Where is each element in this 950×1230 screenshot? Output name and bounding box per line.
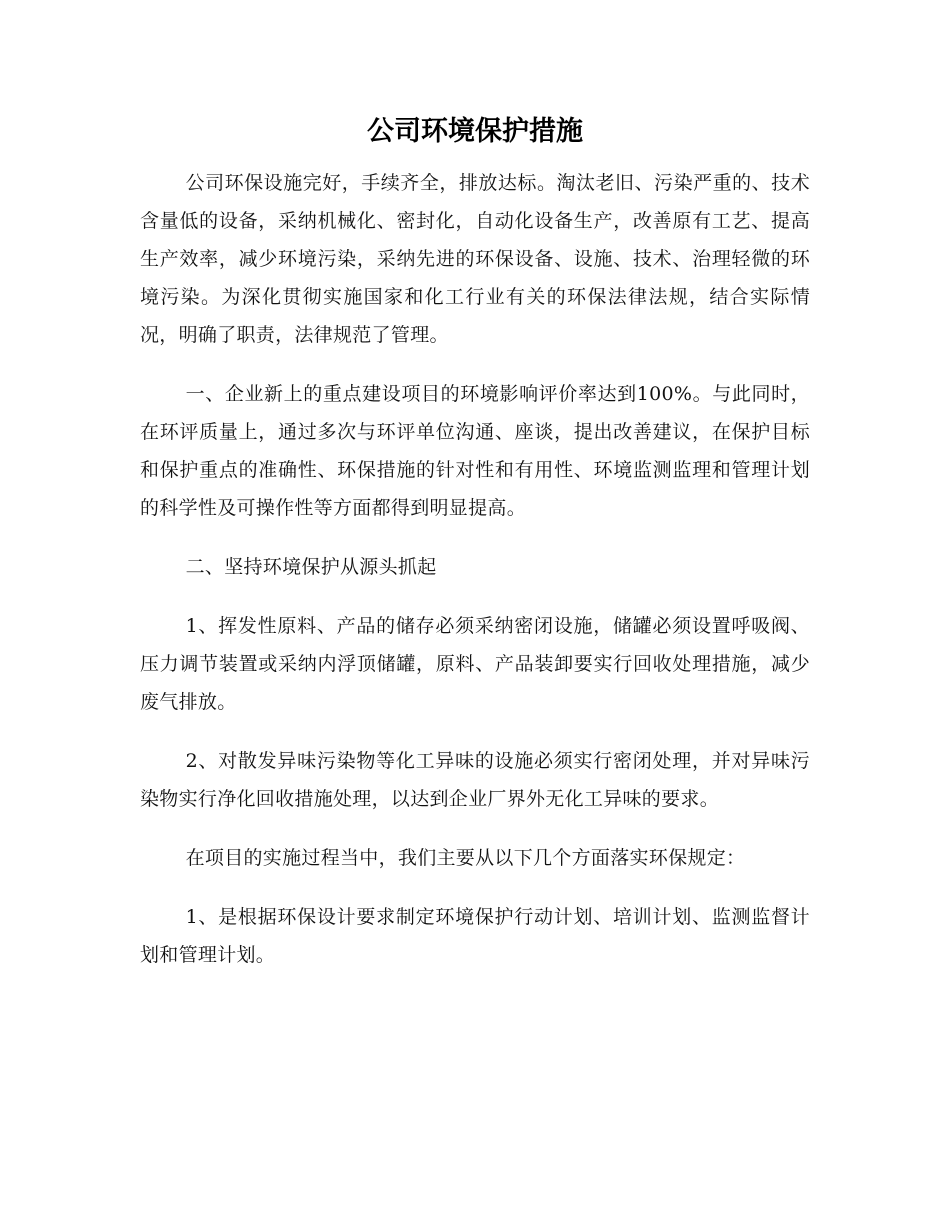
- paragraph-section-2-heading: 二、坚持环境保护从源头抓起: [185, 556, 437, 578]
- document-body: [140, 164, 810, 995]
- paragraph-intro: 公司环保设施完好，手续齐全，排放达标。淘汰老旧、污染严重的、技术含量低的设备，采纳机械化、密封化，自动化设备生产，改善原有工艺、提高生产效率，减少环境污染，采纳先进的环保设备、设施、技术、治理轻微的环境污染。为深化贯彻实施国家和化工行业有关的环保法律法规，结合实际情况，明确了职责，法律规范了管理。: [140, 172, 810, 346]
- paragraph-implementation-item-1: 1、是根据环保设计要求制定环境保护行动计划、培训计划、监测监督计划和管理计划。: [140, 906, 810, 966]
- paragraph-item-2: 2、对散发异味污染物等化工异味的设施必须实行密闭处理，并对异味污染物实行净化回收措施处理，以达到企业厂界外无化工异味的要求。: [140, 750, 810, 810]
- paragraph-section-1: 一、企业新上的重点建设项目的环境影响评价率达到100%。与此同时，在环评质量上，通过多次与环评单位沟通、座谈，提出改善建议，在保护目标和保护重点的准确性、环保措施的针对性和有用性、环境监测监理和管理计划的科学性及可操作性等方面都得到明显提高。: [140, 383, 810, 519]
- document-title: 公司环境保护措施: [367, 116, 583, 147]
- paragraph-implementation: 在项目的实施过程当中，我们主要从以下几个方面落实环保规定：: [185, 847, 746, 869]
- paragraph-item-1: 1、挥发性原料、产品的储存必须采纳密闭设施，储罐必须设置呼吸阀、压力调节装置或采纳内浮顶储罐，原料、产品装卸要实行回收处理措施，减少废气排放。: [140, 615, 810, 713]
